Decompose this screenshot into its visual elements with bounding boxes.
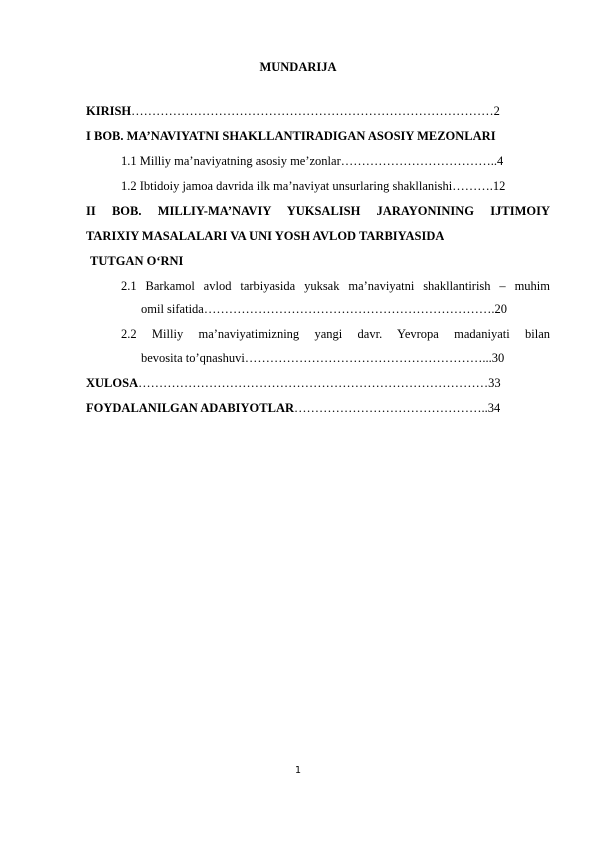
toc-page-number: 2 (493, 104, 500, 118)
toc-page-number: 34 (487, 401, 501, 415)
toc-entry-1-2 (121, 178, 505, 194)
toc-entry-kirish (86, 103, 500, 119)
toc-page-number: 12 (492, 179, 506, 193)
toc-leader: …………………………………………………………………………… (131, 104, 494, 118)
toc-chapter-2-line-3: TUTGAN O‘RNI (90, 254, 184, 268)
toc-chapter-2-line-2: TARIXIY MASALALARI VA UNI YOSH AVLOD TARBIYASIDA (86, 229, 445, 243)
toc-entry-1-1 (121, 153, 503, 169)
toc-page-number: 4 (497, 154, 504, 168)
toc-entry-xulosa (86, 375, 501, 391)
toc-entry-2-2-line-2 (141, 350, 504, 366)
toc-leader: ……………………………………….. (294, 401, 488, 415)
toc-entry-title: KIRISH (86, 104, 132, 118)
toc-leader: ……………………………………………………………. (203, 302, 495, 316)
toc-page-number: 20 (494, 302, 507, 316)
toc-chapter-2-line-1: II BOB. MILLIY-MA’NAVIY YUKSALISH JARAYONINING IJTIMOIY (86, 204, 550, 218)
toc-page-number: 30 (491, 351, 505, 365)
toc-entry-title: bevosita to’qnashuvi (141, 351, 245, 365)
toc-leader: …………………………………………………... (244, 351, 492, 365)
toc-entry-2-1-line-2 (141, 301, 507, 317)
toc-entry-2-2-line-1: 2.2 Milliy ma’naviyatimizning yangi davr. Yevropa madaniyati bilan (121, 327, 550, 341)
toc-entry-title: FOYDALANILGAN ADABIYOTLAR (86, 401, 295, 415)
page-number: 1 (294, 765, 302, 776)
toc-page-number: 33 (488, 376, 501, 390)
toc-leader: ……………………………….. (340, 154, 497, 168)
toc-entry-title: XULOSA (86, 376, 139, 390)
toc-chapter-1: I BOB. MA’NAVIYATNI SHAKLLANTIRADIGAN ASOSIY MEZONLARI (86, 129, 496, 143)
page-title: MUNDARIJA (259, 60, 337, 74)
toc-entry-title: 1.2 Ibtidoiy jamoa davrida ilk ma’naviyat unsurlaring shakllanishi (121, 179, 453, 193)
toc-leader: ………. (452, 179, 493, 193)
toc-entry-title: omil sifatida (141, 302, 204, 316)
toc-leader: ………………………………………………………………………… (138, 376, 489, 390)
toc-entry-adabiyotlar (86, 400, 500, 416)
toc-entry-2-1-line-1: 2.1 Barkamol avlod tarbiyasida yuksak ma’naviyatni shakllantirish – muhim (121, 279, 550, 293)
toc-entry-title: 1.1 Milliy ma’naviyatning asosiy me’zonlar (121, 154, 341, 168)
